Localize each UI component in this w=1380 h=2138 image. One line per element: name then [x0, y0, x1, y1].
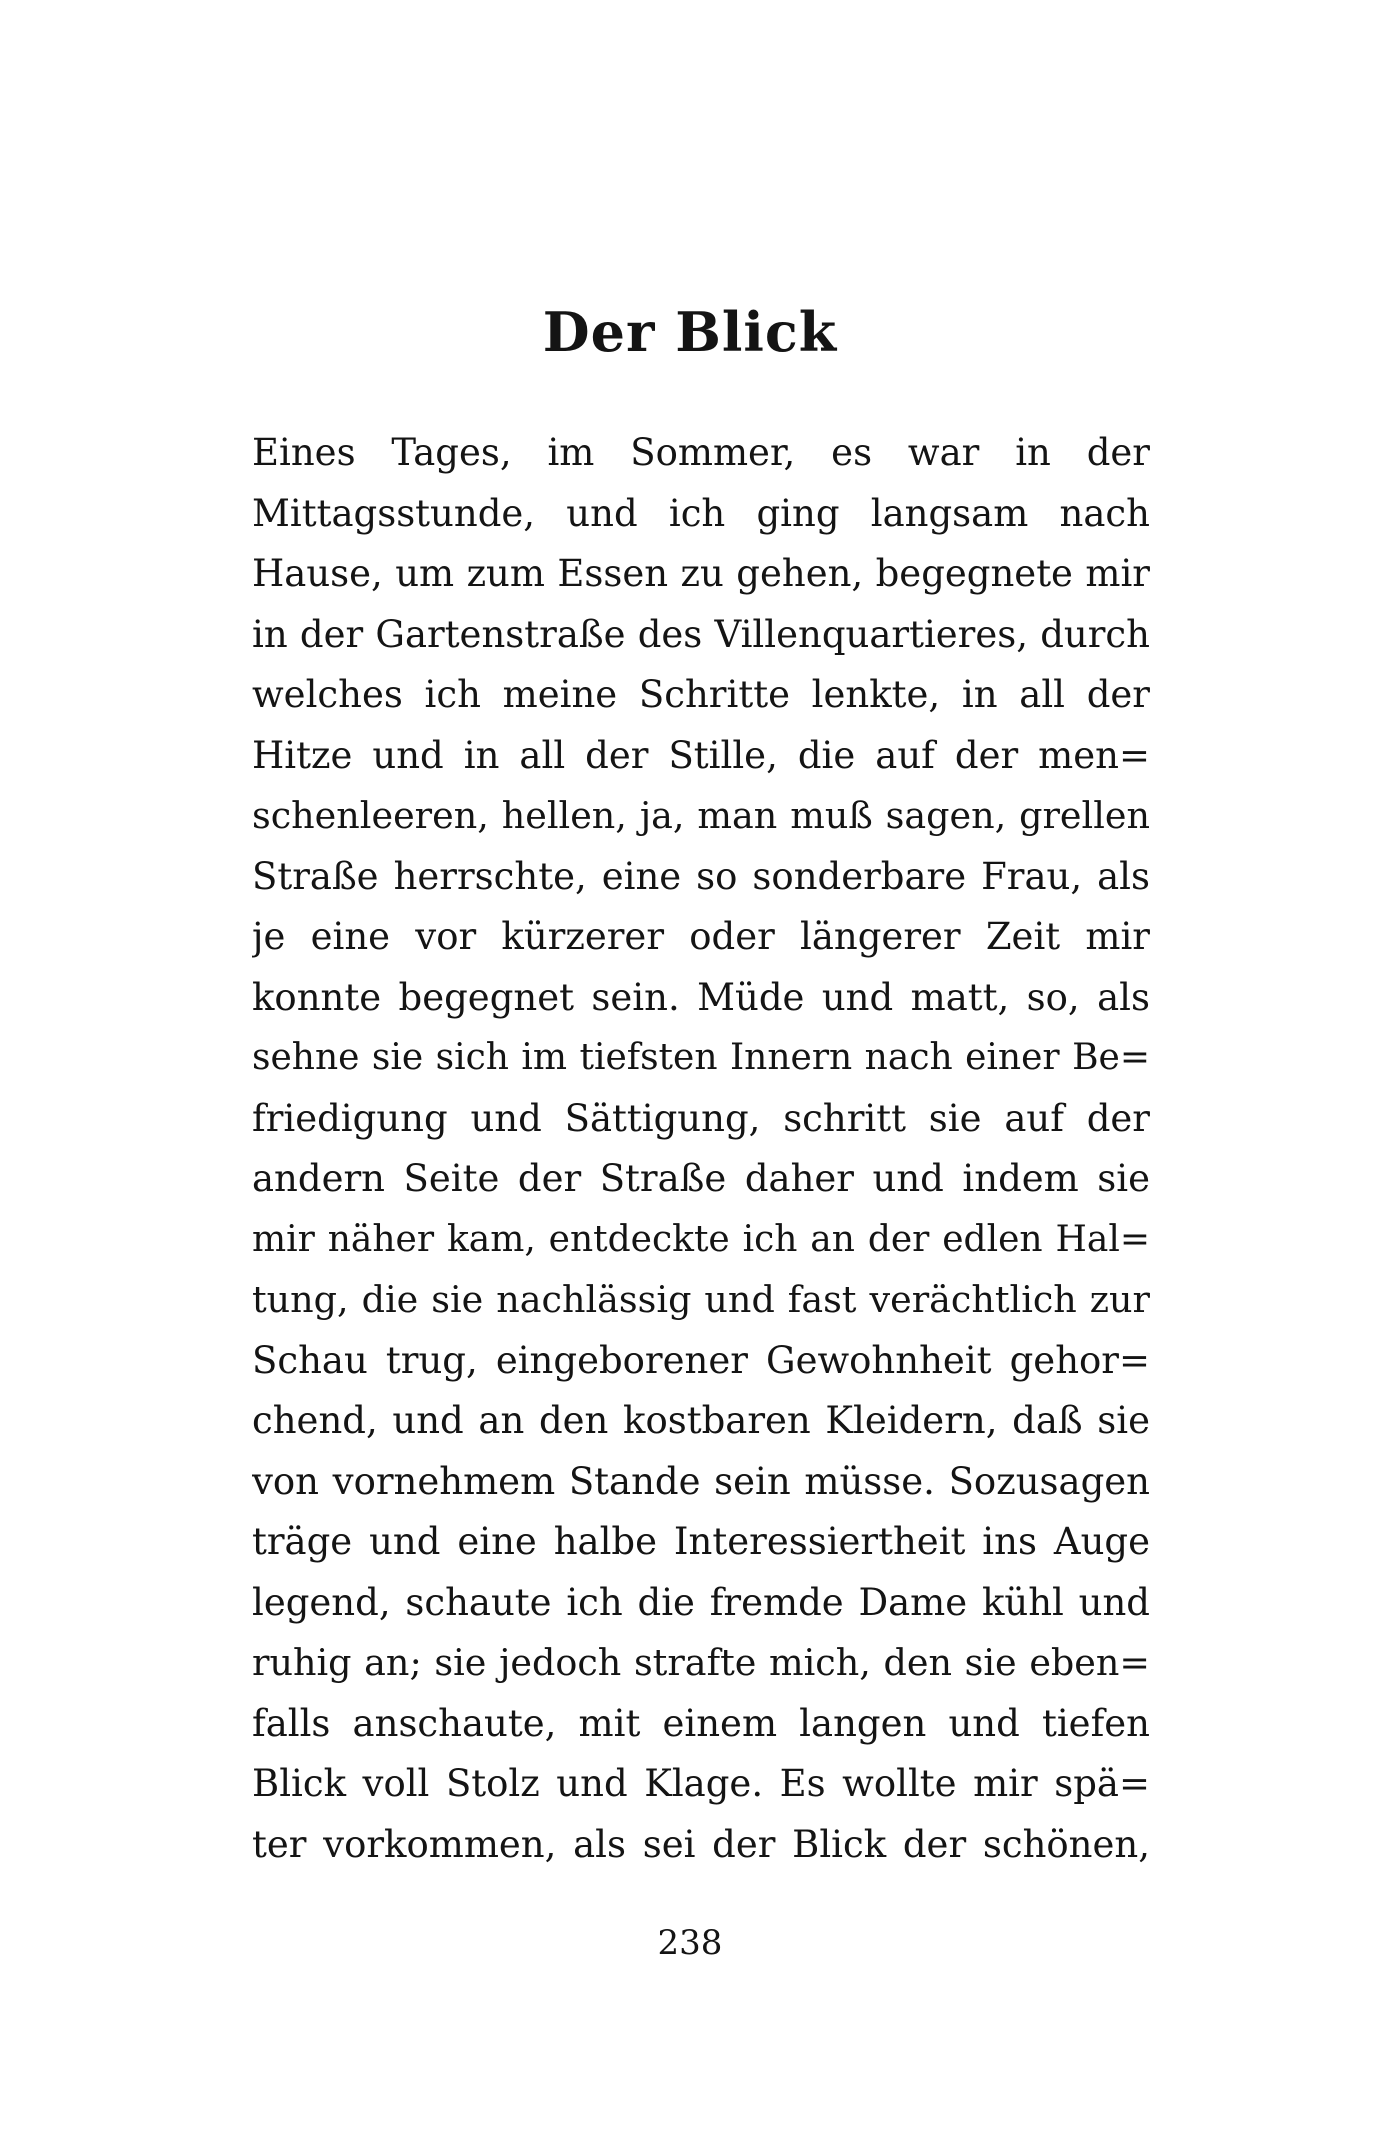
- text-line: ruhig an; sie jedoch strafte mich, den sie eben=: [252, 1641, 1150, 1684]
- text-line: Schau trug, eingeborener Gewohnheit gehor=: [252, 1338, 1150, 1382]
- text-line: Eines Tages, im Sommer, es war in der: [252, 431, 1150, 474]
- text-line: friedigung und Sättigung, schritt sie auf der: [252, 1096, 1150, 1140]
- text-line: welches ich meine Schritte lenkte, in all der: [252, 673, 1150, 716]
- text-line: chend, und an den kostbaren Kleidern, daß sie: [252, 1399, 1150, 1442]
- text-line: je eine vor kürzerer oder längerer Zeit mir: [252, 915, 1150, 958]
- body-text: [252, 423, 1150, 1875]
- text-line: legend, schaute ich die fremde Dame kühl und: [252, 1580, 1150, 1624]
- chapter-title: Der Blick: [542, 300, 838, 364]
- text-line: Blick voll Stolz und Klage. Es wollte mir spä=: [252, 1762, 1150, 1805]
- text-line: mir näher kam, entdeckte ich an der edlen Hal=: [252, 1218, 1150, 1260]
- text-line: ter vorkommen, als sei der Blick der schönen,: [252, 1822, 1150, 1866]
- text-line: von vornehmem Stande sein müsse. Sozusagen: [252, 1459, 1150, 1503]
- text-line: in der Gartenstraße des Villenquartieres, durch: [252, 612, 1150, 656]
- text-line: sehne sie sich im tiefsten Innern nach einer Be=: [252, 1037, 1150, 1078]
- text-line: tung, die sie nachlässig und fast verächtlich zur: [252, 1278, 1150, 1321]
- text-line: Hause, um zum Essen zu gehen, begegnete mir: [252, 552, 1150, 595]
- text-line: schenleeren, hellen, ja, man muß sagen, grellen: [252, 794, 1150, 837]
- text-line: falls anschaute, mit einem langen und tiefen: [252, 1701, 1150, 1745]
- text-line: andern Seite der Straße daher und indem sie: [252, 1157, 1150, 1200]
- page-number: 238: [657, 1923, 723, 1963]
- text-line: Mittagsstunde, und ich ging langsam nach: [252, 491, 1150, 535]
- text-line: Hitze und in all der Stille, die auf der men=: [252, 733, 1150, 777]
- text-line: Straße herrschte, eine so sonderbare Frau, als: [252, 854, 1150, 898]
- text-line: konnte begegnet sein. Müde und matt, so, als: [252, 975, 1150, 1019]
- text-line: träge und eine halbe Interessiertheit ins Auge: [252, 1520, 1150, 1563]
